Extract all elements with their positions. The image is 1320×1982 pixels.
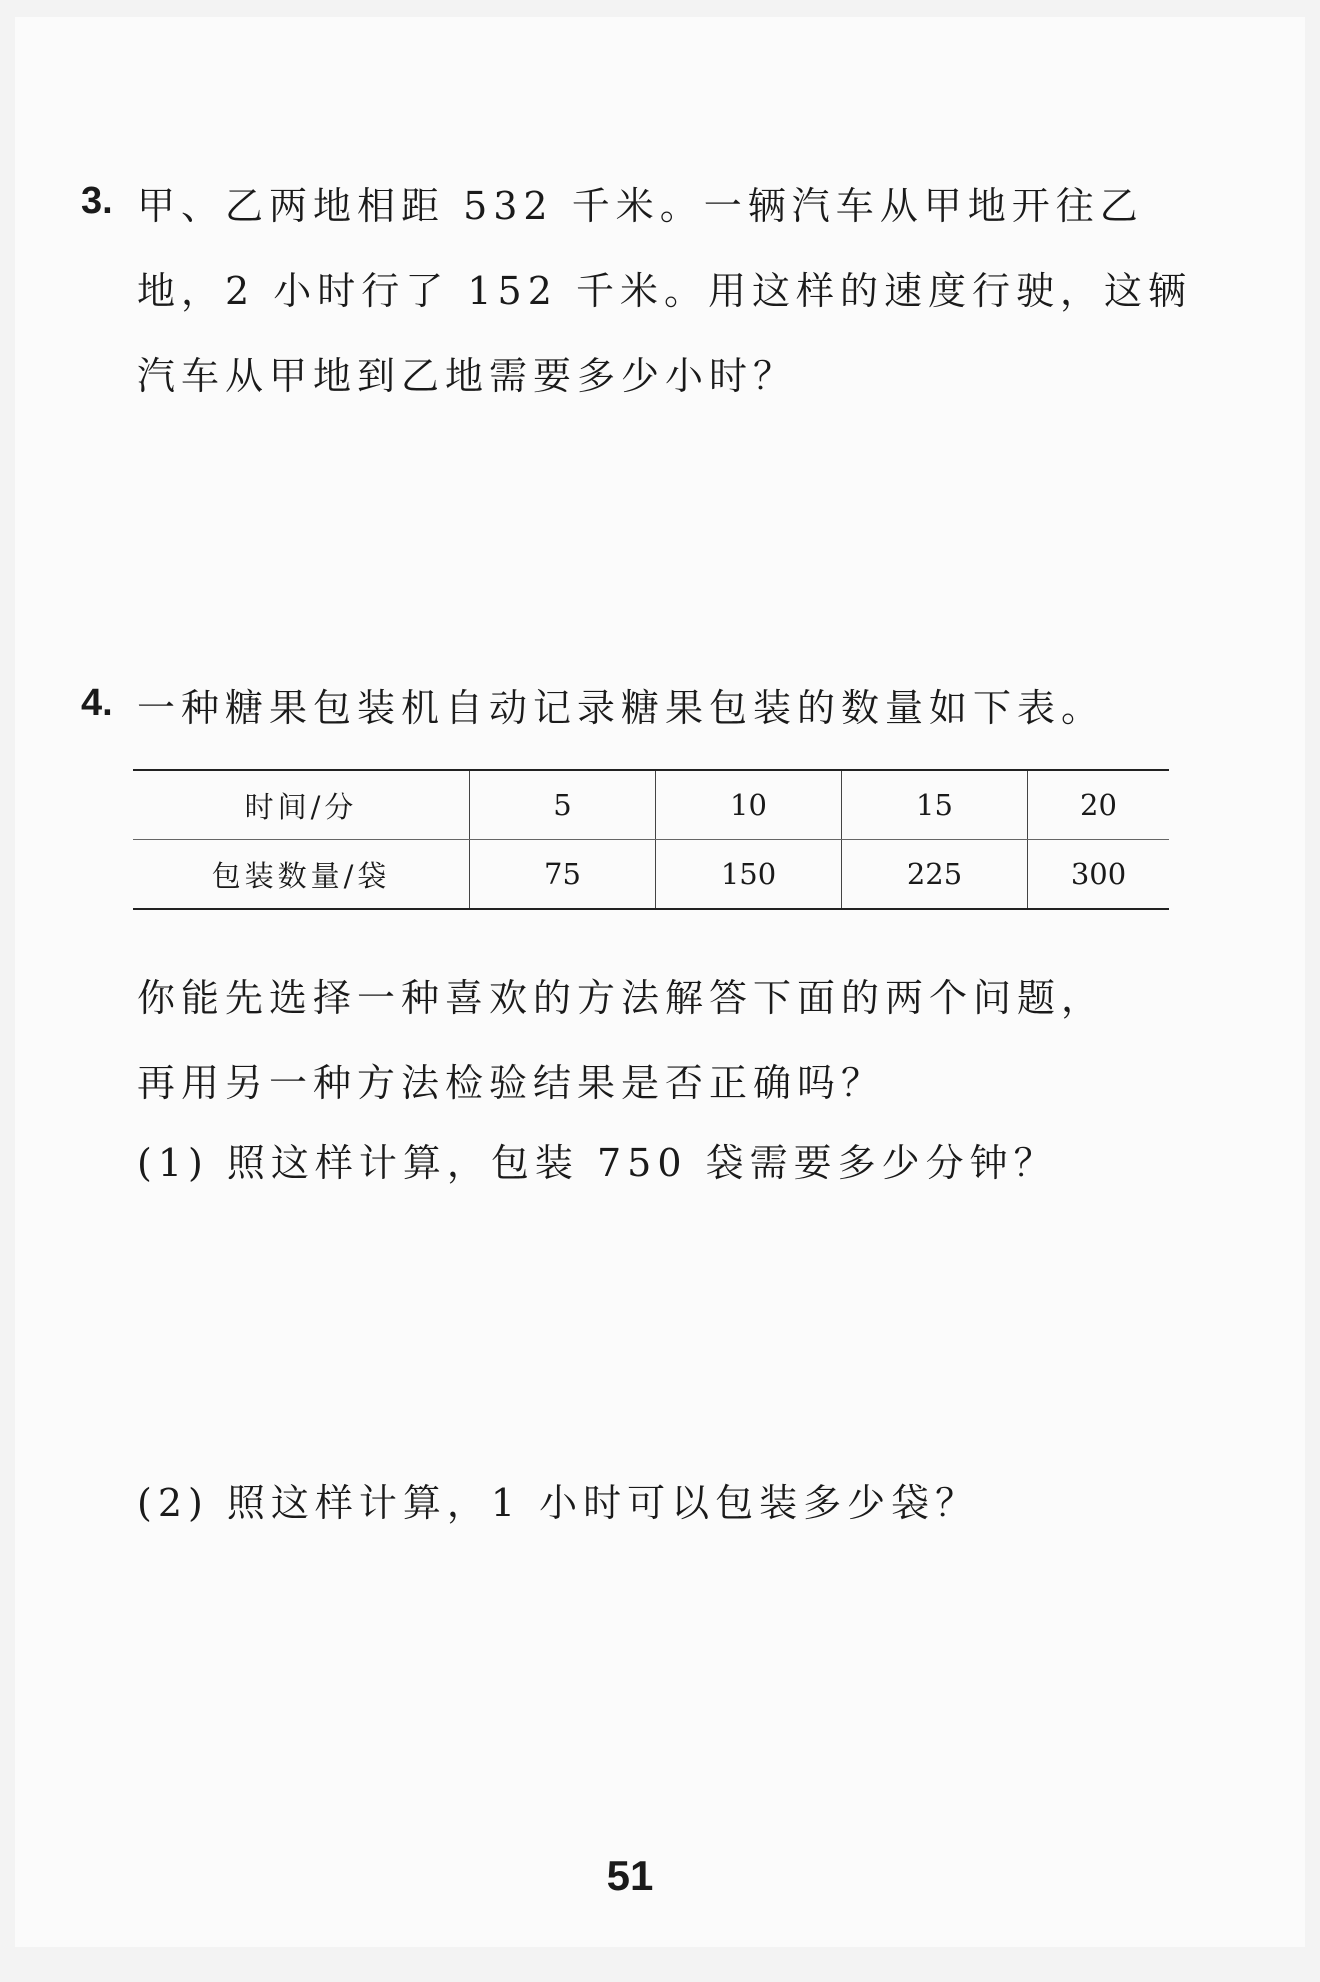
question-3-number: 3. <box>81 180 113 222</box>
table-cell: 10 <box>656 770 842 840</box>
question-4-number: 4. <box>81 682 113 724</box>
table-cell: 225 <box>842 840 1028 910</box>
workbook-page <box>15 17 1305 1947</box>
table-header-quantity: 包装数量/袋 <box>133 840 470 910</box>
table-header-time: 时间/分 <box>133 770 470 840</box>
table-cell: 5 <box>470 770 656 840</box>
table-row-time <box>133 770 1169 840</box>
question-3-line-3: 汽车从甲地到乙地需要多少小时？ <box>137 354 798 398</box>
table-cell: 150 <box>656 840 842 910</box>
question-4-subquestion-2: (2) 照这样计算，1 小时可以包装多少袋？ <box>137 1481 980 1525</box>
question-4-prompt-line-1: 你能先选择一种喜欢的方法解答下面的两个问题， <box>137 976 1106 1020</box>
table-cell: 300 <box>1028 840 1170 910</box>
question-3-line-2: 地，2 小时行了 152 千米。用这样的速度行驶，这辆 <box>137 269 1192 313</box>
table-cell: 15 <box>842 770 1028 840</box>
table-row-quantity <box>133 840 1169 910</box>
question-4-intro: 一种糖果包装机自动记录糖果包装的数量如下表。 <box>137 686 1106 730</box>
page-number: 51 <box>606 1852 654 1899</box>
packaging-table <box>133 769 1169 910</box>
question-3-line-1: 甲、乙两地相距 532 千米。一辆汽车从甲地开往乙 <box>137 184 1144 228</box>
table-cell: 75 <box>470 840 656 910</box>
question-4-prompt-line-2: 再用另一种方法检验结果是否正确吗？ <box>137 1061 886 1105</box>
question-4-subquestion-1: (1) 照这样计算，包装 750 袋需要多少分钟？ <box>137 1141 1058 1185</box>
table-cell: 20 <box>1028 770 1170 840</box>
